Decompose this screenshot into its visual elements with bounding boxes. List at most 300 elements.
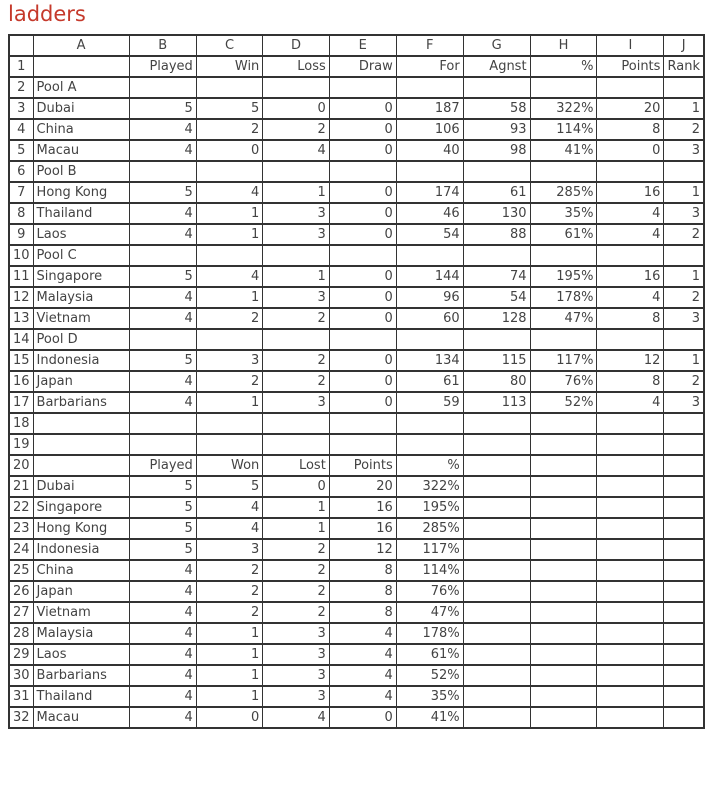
cell: 5 <box>129 350 196 371</box>
cell: 178% <box>396 623 463 644</box>
cell <box>129 413 196 434</box>
row-number: 4 <box>9 119 33 140</box>
table-row <box>9 518 704 539</box>
team-name-cell: Vietnam <box>33 308 129 329</box>
cell: 3 <box>263 686 330 707</box>
ladders-spreadsheet <box>8 34 705 729</box>
row-number: 2 <box>9 77 33 98</box>
row-number: 17 <box>9 392 33 413</box>
cell: 178% <box>530 287 597 308</box>
pool-label-cell: Pool A <box>33 77 129 98</box>
column-letter-a: A <box>33 35 129 56</box>
row-number: 3 <box>9 98 33 119</box>
cell: 5 <box>196 98 262 119</box>
cell: 76% <box>396 581 463 602</box>
cell: 1 <box>196 224 262 245</box>
cell: 322% <box>396 476 463 497</box>
cell: 2 <box>263 602 330 623</box>
row-number: 15 <box>9 350 33 371</box>
cell <box>463 434 530 455</box>
cell: 4 <box>129 644 196 665</box>
cell: 0 <box>329 140 396 161</box>
cell: 61 <box>396 371 463 392</box>
column-header-cell: For <box>396 56 463 77</box>
cell: 0 <box>263 98 330 119</box>
cell <box>396 245 463 266</box>
cell <box>263 413 330 434</box>
cell: 1 <box>263 497 330 518</box>
cell <box>396 329 463 350</box>
cell <box>530 413 597 434</box>
cell: 2 <box>263 581 330 602</box>
cell <box>664 434 704 455</box>
cell: 2 <box>664 119 704 140</box>
cell <box>664 707 704 728</box>
cell <box>664 686 704 707</box>
cell: 35% <box>396 686 463 707</box>
cell <box>196 329 262 350</box>
row-number: 26 <box>9 581 33 602</box>
row-number: 29 <box>9 644 33 665</box>
row-number: 20 <box>9 455 33 476</box>
row-number: 27 <box>9 602 33 623</box>
cell <box>463 560 530 581</box>
cell: 1 <box>263 182 330 203</box>
cell: 0 <box>329 392 396 413</box>
cell <box>530 665 597 686</box>
cell <box>530 497 597 518</box>
cell: 4 <box>129 581 196 602</box>
cell: 80 <box>463 371 530 392</box>
cell <box>597 686 664 707</box>
table-row <box>9 308 704 329</box>
column-letter-g: G <box>463 35 530 56</box>
team-name-cell: Japan <box>33 581 129 602</box>
column-header-cell: Points <box>329 455 396 476</box>
table-row <box>9 392 704 413</box>
cell: 5 <box>129 182 196 203</box>
table-row <box>9 602 704 623</box>
cell: 106 <box>396 119 463 140</box>
cell: 2 <box>196 371 262 392</box>
row-number: 21 <box>9 476 33 497</box>
cell: 3 <box>263 644 330 665</box>
row-number: 28 <box>9 623 33 644</box>
cell: 46 <box>396 203 463 224</box>
cell: 4 <box>129 392 196 413</box>
team-name-cell: Singapore <box>33 266 129 287</box>
cell: 0 <box>196 707 262 728</box>
team-name-cell: Thailand <box>33 203 129 224</box>
cell: 4 <box>597 392 664 413</box>
cell <box>463 707 530 728</box>
cell <box>597 161 664 182</box>
cell: 16 <box>329 497 396 518</box>
column-header-cell: % <box>396 455 463 476</box>
cell: 322% <box>530 98 597 119</box>
cell <box>463 644 530 665</box>
cell <box>329 245 396 266</box>
cell: 2 <box>263 308 330 329</box>
cell: 52% <box>396 665 463 686</box>
cell: 0 <box>196 140 262 161</box>
cell: 4 <box>129 602 196 623</box>
table-row <box>9 98 704 119</box>
cell: 115 <box>463 350 530 371</box>
cell: 61% <box>530 224 597 245</box>
cell <box>664 476 704 497</box>
cell: 1 <box>664 266 704 287</box>
row-number: 9 <box>9 224 33 245</box>
row-number: 32 <box>9 707 33 728</box>
cell: 2 <box>196 119 262 140</box>
cell: 5 <box>129 518 196 539</box>
cell: 0 <box>329 98 396 119</box>
cell: 285% <box>530 182 597 203</box>
cell <box>463 686 530 707</box>
cell: 117% <box>530 350 597 371</box>
cell <box>33 434 129 455</box>
cell: 4 <box>129 665 196 686</box>
cell: 74 <box>463 266 530 287</box>
team-name-cell: Hong Kong <box>33 182 129 203</box>
cell: 96 <box>396 287 463 308</box>
team-name-cell: Macau <box>33 140 129 161</box>
cell <box>597 77 664 98</box>
team-name-cell: Indonesia <box>33 539 129 560</box>
cell <box>329 434 396 455</box>
column-letters-row <box>9 35 704 56</box>
column-letter-i: I <box>597 35 664 56</box>
cell: 4 <box>129 140 196 161</box>
row-number: 19 <box>9 434 33 455</box>
cell: 2 <box>196 602 262 623</box>
cell: 4 <box>129 371 196 392</box>
cell: 174 <box>396 182 463 203</box>
cell: 1 <box>196 392 262 413</box>
cell <box>597 665 664 686</box>
team-name-cell: China <box>33 560 129 581</box>
pool-label-cell: Pool B <box>33 161 129 182</box>
table-row <box>9 497 704 518</box>
cell: 3 <box>664 308 704 329</box>
cell: 3 <box>664 140 704 161</box>
cell <box>530 539 597 560</box>
cell <box>196 413 262 434</box>
cell: 4 <box>196 182 262 203</box>
team-name-cell: Laos <box>33 224 129 245</box>
cell: 3 <box>196 539 262 560</box>
cell <box>664 623 704 644</box>
row-number: 1 <box>9 56 33 77</box>
cell: 2 <box>664 371 704 392</box>
row-number: 8 <box>9 203 33 224</box>
cell: 61 <box>463 182 530 203</box>
cell <box>263 329 330 350</box>
cell: 4 <box>129 308 196 329</box>
cell <box>129 161 196 182</box>
cell: 54 <box>396 224 463 245</box>
column-header-cell: Lost <box>263 455 330 476</box>
cell: 0 <box>263 476 330 497</box>
cell <box>664 77 704 98</box>
cell: 5 <box>129 98 196 119</box>
cell: 2 <box>196 560 262 581</box>
cell: 144 <box>396 266 463 287</box>
pool-label-cell: Pool D <box>33 329 129 350</box>
row-number: 18 <box>9 413 33 434</box>
cell: 2 <box>263 539 330 560</box>
cell: 0 <box>329 266 396 287</box>
sheet-body <box>9 56 704 728</box>
table-row <box>9 287 704 308</box>
team-name-cell: Barbarians <box>33 665 129 686</box>
cell <box>597 644 664 665</box>
cell <box>664 329 704 350</box>
cell <box>530 476 597 497</box>
cell <box>664 455 704 476</box>
cell <box>664 497 704 518</box>
cell <box>263 245 330 266</box>
team-name-cell: China <box>33 119 129 140</box>
cell <box>530 518 597 539</box>
cell <box>597 455 664 476</box>
cell <box>196 245 262 266</box>
cell <box>597 518 664 539</box>
cell <box>597 476 664 497</box>
row-number: 7 <box>9 182 33 203</box>
cell <box>463 77 530 98</box>
cell <box>463 581 530 602</box>
cell: 1 <box>196 644 262 665</box>
cell: 0 <box>329 224 396 245</box>
cell: 93 <box>463 119 530 140</box>
cell <box>463 329 530 350</box>
cell: 3 <box>263 665 330 686</box>
cell <box>329 161 396 182</box>
cell <box>129 245 196 266</box>
cell: 47% <box>530 308 597 329</box>
cell: 2 <box>263 350 330 371</box>
cell: 3 <box>263 623 330 644</box>
cell: 8 <box>329 581 396 602</box>
cell: 0 <box>597 140 664 161</box>
cell: 4 <box>129 686 196 707</box>
cell <box>597 539 664 560</box>
column-header-cell: Agnst <box>463 56 530 77</box>
cell: 4 <box>329 623 396 644</box>
cell: 2 <box>196 581 262 602</box>
cell <box>329 329 396 350</box>
team-name-cell: Dubai <box>33 98 129 119</box>
cell <box>396 77 463 98</box>
cell: 0 <box>329 203 396 224</box>
team-name-cell: Singapore <box>33 497 129 518</box>
column-letter-h: H <box>530 35 597 56</box>
cell <box>664 413 704 434</box>
cell: 3 <box>263 203 330 224</box>
cell <box>463 518 530 539</box>
row-number: 10 <box>9 245 33 266</box>
column-header-cell: % <box>530 56 597 77</box>
cell: 5 <box>196 476 262 497</box>
pool-header-row <box>9 329 704 350</box>
cell: 195% <box>396 497 463 518</box>
cell: 2 <box>263 560 330 581</box>
cell <box>530 644 597 665</box>
cell <box>597 497 664 518</box>
cell: 1 <box>196 203 262 224</box>
cell <box>463 497 530 518</box>
cell: 4 <box>129 224 196 245</box>
column-letter-e: E <box>329 35 396 56</box>
cell <box>463 602 530 623</box>
cell: 4 <box>329 644 396 665</box>
cell: 4 <box>329 665 396 686</box>
cell <box>196 77 262 98</box>
cell: 52% <box>530 392 597 413</box>
team-name-cell: Malaysia <box>33 623 129 644</box>
cell: 4 <box>129 203 196 224</box>
cell: 4 <box>597 203 664 224</box>
cell: 4 <box>129 560 196 581</box>
corner-cell <box>9 35 33 56</box>
cell: 0 <box>329 371 396 392</box>
row-number: 30 <box>9 665 33 686</box>
column-header-cell: Played <box>129 56 196 77</box>
team-name-cell: Vietnam <box>33 602 129 623</box>
cell: 4 <box>263 707 330 728</box>
cell: 1 <box>196 686 262 707</box>
cell: 4 <box>196 497 262 518</box>
cell <box>597 623 664 644</box>
cell: 4 <box>129 287 196 308</box>
cell: 4 <box>196 266 262 287</box>
cell <box>664 644 704 665</box>
cell: 4 <box>129 623 196 644</box>
cell <box>597 581 664 602</box>
column-header-cell: Draw <box>329 56 396 77</box>
cell: 8 <box>329 602 396 623</box>
cell: 3 <box>664 203 704 224</box>
cell: 117% <box>396 539 463 560</box>
cell: 4 <box>196 518 262 539</box>
column-header-cell: Rank <box>664 56 704 77</box>
cell: 3 <box>263 224 330 245</box>
column-header-cell: Win <box>196 56 262 77</box>
row-number: 5 <box>9 140 33 161</box>
column-letter-b: B <box>129 35 196 56</box>
cell <box>530 329 597 350</box>
cell: 60 <box>396 308 463 329</box>
cell: 2 <box>196 308 262 329</box>
cell <box>463 539 530 560</box>
cell <box>597 245 664 266</box>
row-number: 11 <box>9 266 33 287</box>
cell: 8 <box>597 119 664 140</box>
cell: 5 <box>129 266 196 287</box>
cell <box>597 707 664 728</box>
row-number: 6 <box>9 161 33 182</box>
row-number: 22 <box>9 497 33 518</box>
cell <box>329 413 396 434</box>
cell: 114% <box>396 560 463 581</box>
cell <box>129 77 196 98</box>
column-header-cell: Played <box>129 455 196 476</box>
table-row <box>9 413 704 434</box>
table-row <box>9 56 704 77</box>
column-letter-f: F <box>396 35 463 56</box>
cell <box>597 329 664 350</box>
table-row <box>9 644 704 665</box>
cell <box>597 560 664 581</box>
cell <box>664 602 704 623</box>
team-name-cell: Laos <box>33 644 129 665</box>
row-number: 16 <box>9 371 33 392</box>
cell <box>33 455 129 476</box>
table-row <box>9 350 704 371</box>
cell: 3 <box>263 287 330 308</box>
team-name-cell: Indonesia <box>33 350 129 371</box>
cell <box>597 434 664 455</box>
cell <box>463 413 530 434</box>
cell: 285% <box>396 518 463 539</box>
cell: 1 <box>196 665 262 686</box>
row-number: 25 <box>9 560 33 581</box>
cell: 1 <box>196 623 262 644</box>
table-row <box>9 371 704 392</box>
cell: 41% <box>396 707 463 728</box>
pool-header-row <box>9 161 704 182</box>
cell <box>463 455 530 476</box>
cell: 2 <box>664 287 704 308</box>
column-letter-d: D <box>263 35 330 56</box>
cell: 128 <box>463 308 530 329</box>
cell: 187 <box>396 98 463 119</box>
cell <box>530 623 597 644</box>
cell <box>597 602 664 623</box>
cell: 2 <box>263 371 330 392</box>
cell <box>463 161 530 182</box>
cell: 88 <box>463 224 530 245</box>
cell <box>664 539 704 560</box>
cell: 59 <box>396 392 463 413</box>
cell: 134 <box>396 350 463 371</box>
cell: 0 <box>329 119 396 140</box>
cell: 8 <box>597 371 664 392</box>
cell: 58 <box>463 98 530 119</box>
cell <box>196 161 262 182</box>
cell <box>530 707 597 728</box>
cell: 0 <box>329 350 396 371</box>
cell: 16 <box>329 518 396 539</box>
cell: 16 <box>597 182 664 203</box>
cell: 12 <box>329 539 396 560</box>
cell: 4 <box>597 287 664 308</box>
cell: 40 <box>396 140 463 161</box>
cell: 3 <box>263 392 330 413</box>
column-header-cell: Loss <box>263 56 330 77</box>
cell: 5 <box>129 497 196 518</box>
cell <box>463 623 530 644</box>
row-number: 23 <box>9 518 33 539</box>
row-number: 24 <box>9 539 33 560</box>
cell <box>329 77 396 98</box>
team-name-cell: Hong Kong <box>33 518 129 539</box>
cell: 4 <box>129 119 196 140</box>
cell: 1 <box>664 98 704 119</box>
team-name-cell: Thailand <box>33 686 129 707</box>
